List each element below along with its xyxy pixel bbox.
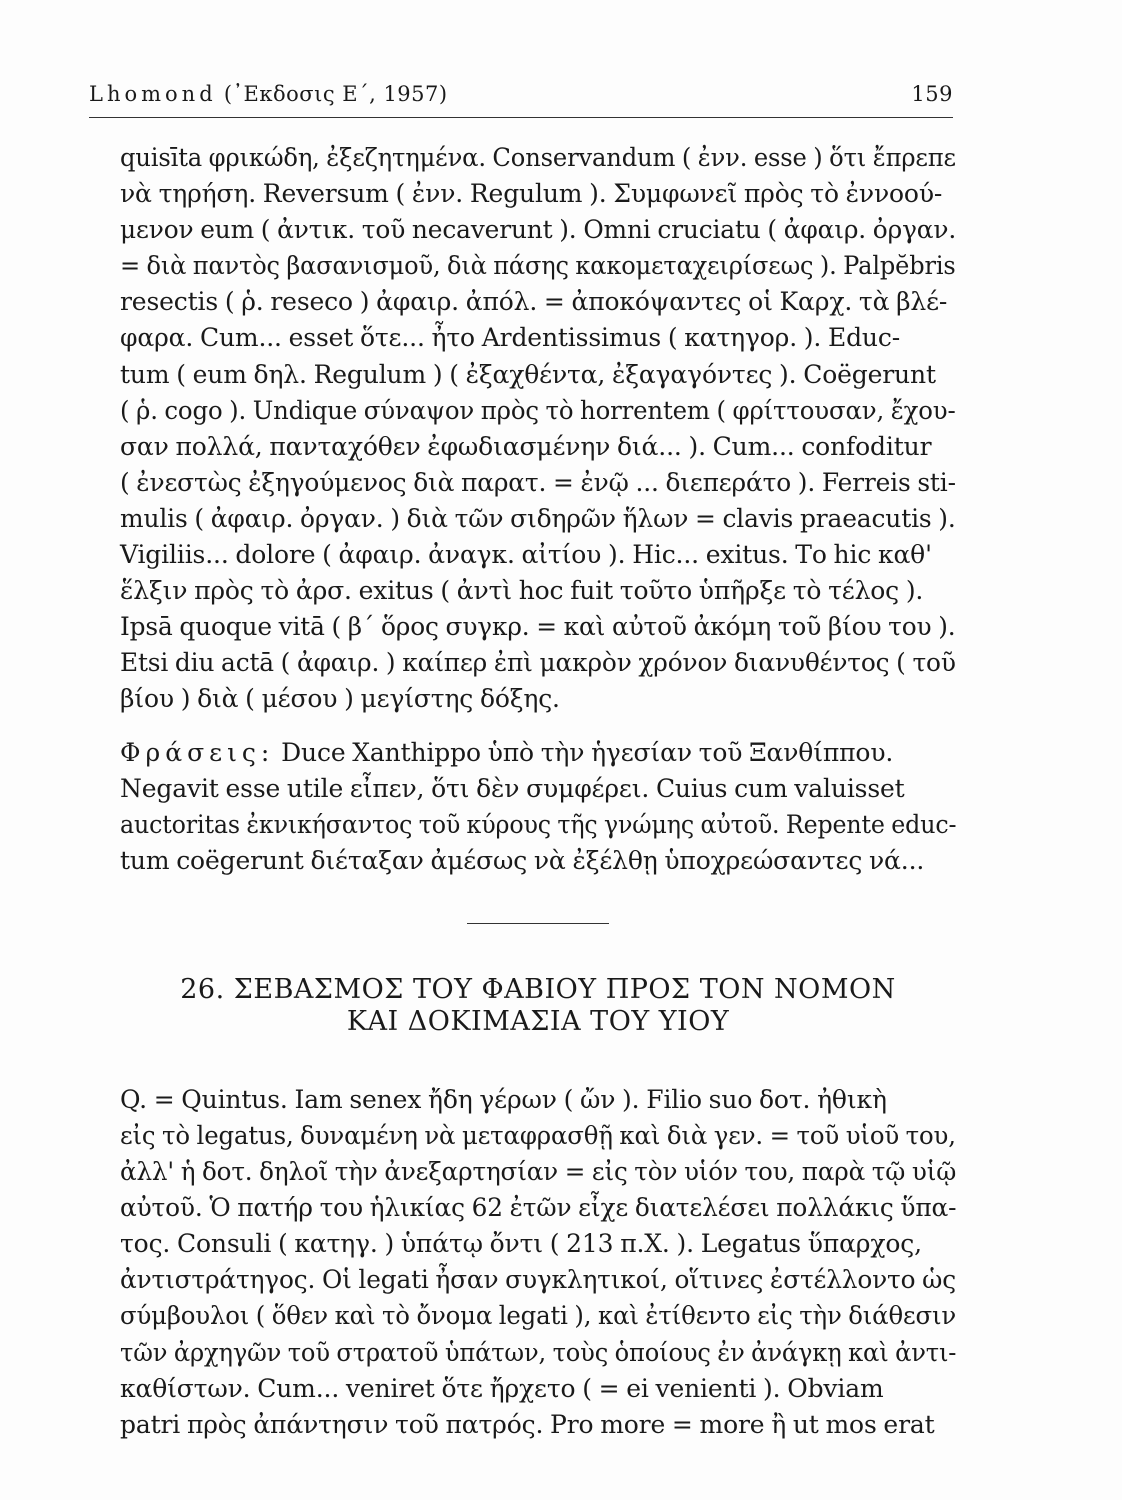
text-line: τος. Consuli ( κατηγ. ) ὑπάτῳ ὄντι ( 213 π.Χ. ). Legatus ὕπαρχος, [120, 1229, 922, 1259]
text-line: Negavit esse utile εἶπεν, ὅτι δὲν συμφέρει. Cuius cum valuisset [120, 773, 905, 803]
text-line: Ipsā quoque vitā ( β΄ ὅρος συγκρ. = καὶ αὐτοῦ ἀκόμη τοῦ βίου του ). [120, 612, 956, 642]
text-line: ἕλξιν πρὸς τὸ ἀρσ. exitus ( ἀντὶ hoc fuit τοῦτο ὑπῆρξε τὸ τέλος ). [120, 576, 924, 606]
text-line: Etsi diu actā ( ἀφαιρ. ) καίπερ ἐπὶ μακρὸν χρόνον διανυθέντος ( τοῦ [120, 648, 956, 678]
text-line [120, 735, 956, 771]
text-line: αὐτοῦ. Ὁ πατήρ του ἡλικίας 62 ἐτῶν εἶχε διατελέσει πολλάκις ὕπα- [120, 1193, 957, 1223]
text-line: εἰς τὸ legatus, δυναμένη νὰ μεταφρασθῇ καὶ διὰ γεν. = τοῦ υἱοῦ του, [120, 1120, 956, 1150]
text-line: mulis ( ἀφαιρ. ὀργαν. ) διὰ τῶν σιδηρῶν ἥλων = clavis praeacutis ). [120, 503, 956, 533]
text-line: νὰ τηρήση. Reversum ( ἐνν. Regulum ). Συμφωνεῖ πρὸς τὸ ἐννοού- [120, 179, 943, 209]
text-line: ἀντιστράτηγος. Οἱ legati ἦσαν συγκλητικοί, οἵτινες ἐστέλλοντο ὡς [120, 1265, 956, 1295]
phrases-label: Φράσεις: [120, 737, 275, 767]
text-line: Vigiliis... dolore ( ἀφαιρ. ἀναγκ. αἰτίου ). Hic... exitus. Το hic καθ' [120, 540, 932, 570]
section-title [120, 974, 956, 1038]
page-number: 159 [911, 82, 953, 106]
text-line: καθίστων. Cum... veniret ὅτε ἤρχετο ( = ei venienti ). Obviam [120, 1373, 884, 1403]
text-line: τῶν ἀρχηγῶν τοῦ στρατοῦ ὑπάτων, τοὺς ὁποίους ἐν ἀνάγκῃ καὶ ἀντι- [120, 1337, 957, 1367]
section-title-line-2: ΚΑΙ ΔΟΚΙΜΑΣΙΑ ΤΟΥ ΥΙΟΥ [346, 1005, 730, 1037]
text-line: Q. = Quintus. Iam senex ἤδη γέρων ( ὤν ). Filio suo δοτ. ἠθικὴ [120, 1084, 887, 1114]
text-line: βίου ) διὰ ( μέσου ) μεγίστης δόξης. [120, 684, 560, 714]
text-line: quisīta φρικώδη, ἐξεζητημένα. Conservandum ( ἐνν. esse ) ὅτι ἔπρεπε [120, 143, 956, 172]
text-line: σύμβουλοι ( ὅθεν καὶ τὸ ὄνομα legati ), καὶ ἐτίθεντο εἰς τὴν διάθεσιν [120, 1301, 957, 1331]
header-author: Lhomond [89, 82, 217, 106]
text-line: resectis ( ῥ. reseco ) ἀφαιρ. ἀπόλ. = ἀποκόψαντες οἱ Καρχ. τὰ βλέ- [120, 287, 948, 317]
header-citation [89, 82, 448, 106]
commentary-paragraph-2 [120, 1082, 956, 1443]
text-line: auctoritas ἐκνικήσαντος τοῦ κύρους τῆς γνώμης αὐτοῦ. Repente educ- [120, 809, 957, 839]
header-rule [89, 117, 953, 118]
text-line: ( ἐνεστὼς ἐξηγούμενος διὰ παρατ. = ἐνῷ ... διεπεράτο ). Ferreis sti- [120, 467, 956, 497]
text-line: = διὰ παντὸς βασανισμοῦ, διὰ πάσης κακομεταχειρίσεως ). Palpĕbris [120, 251, 956, 281]
text-line-content: Duce Xanthippo ὑπὸ τὴν ἡγεσίαν τοῦ Ξανθίππου. [281, 737, 894, 767]
commentary-paragraph-1 [120, 140, 956, 718]
text-line: φαρα. Cum... esset ὅτε... ἦτο Ardentissimus ( κατηγορ. ). Educ- [120, 323, 901, 353]
phrases-paragraph [120, 735, 956, 879]
text-line: patri πρὸς ἀπάντησιν τοῦ πατρός. Pro more = more ἢ ut mos erat [120, 1409, 935, 1439]
text-line: ἀλλ' ἡ δοτ. δηλοῖ τὴν ἀνεξαρτησίαν = εἰς τὸν υἱόν του, παρὰ τῷ υἱῷ [120, 1157, 957, 1187]
running-header [89, 74, 953, 114]
header-edition: (᾿Εκδοσις Ε΄, 1957) [223, 82, 448, 106]
text-line: tum ( eum δηλ. Regulum ) ( ἐξαχθέντα, ἐξαγαγόντες ). Coëgerunt [120, 359, 936, 389]
text-line: μενον eum ( ἀντικ. τοῦ necaverunt ). Omni cruciatu ( ἀφαιρ. ὀργαν. [120, 215, 957, 245]
page-body [120, 140, 956, 1443]
section-title-line-1: 26. ΣΕΒΑΣΜΟΣ ΤΟΥ ΦΑΒΙΟΥ ΠΡΟΣ ΤΟΝ ΝΟΜΟΝ [180, 973, 896, 1005]
text-line: ( ῥ. cogo ). Undique σύναψον πρὸς τὸ horrentem ( φρίττουσαν, ἔχου- [120, 395, 956, 425]
text-line: σαν πολλά, πανταχόθεν ἐφωδιασμένην διά... ). Cum... confoditur [120, 431, 932, 461]
section-divider [467, 923, 609, 924]
text-line: tum coëgerunt διέταξαν ἀμέσως νὰ ἐξέλθῃ ὑποχρεώσαντες νά... [120, 845, 925, 875]
